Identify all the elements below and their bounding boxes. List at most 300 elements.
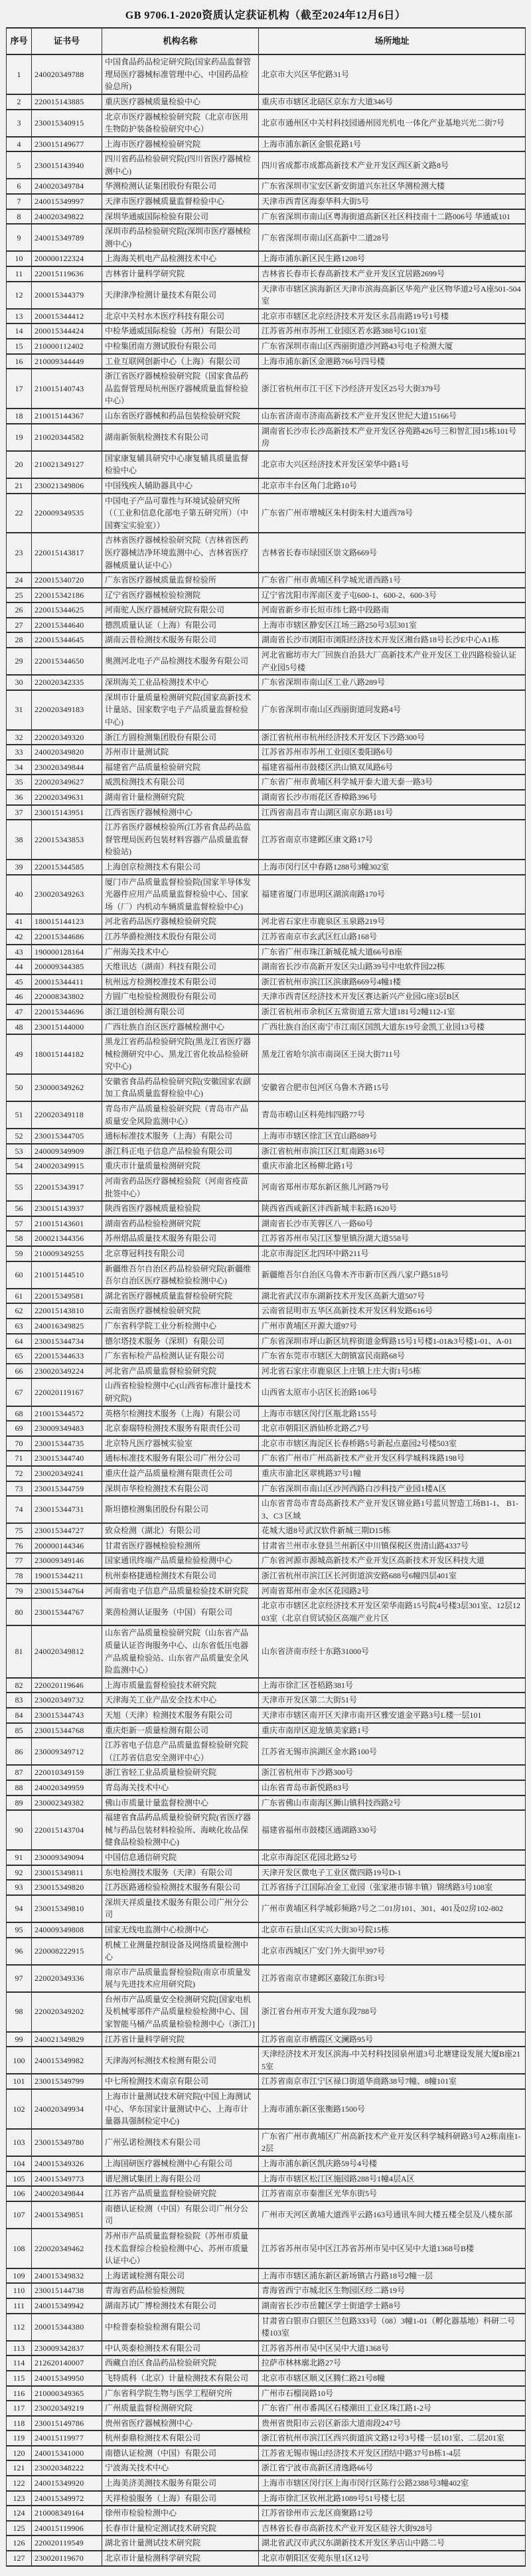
cell-address: 山东省青岛市青岛高新技术产业开发区锦业路1号蓝贝智造工场B1-1、 B1-3、C3 区域 — [259, 1496, 526, 1523]
cell-address: 贵州省贵阳市云岩区新添大道南段247号 — [259, 2416, 526, 2431]
cell-address: 广东省广州市黄埔区广州高新技术产业开发区科学城科研路3号A2栋南座1-2层 — [259, 2129, 526, 2156]
cell-index: 65 — [7, 1348, 32, 1364]
table-row — [7, 588, 526, 603]
cell-certificate-number: 220015143704 — [32, 1810, 102, 1850]
cell-index: 84 — [7, 1708, 32, 1723]
table-row — [7, 1625, 526, 1677]
cell-certificate-number: 200009344385 — [32, 959, 102, 974]
cell-certificate-number: 230015340915 — [32, 110, 102, 137]
cell-index: 75 — [7, 1523, 32, 1538]
cell-index: 120 — [7, 2446, 32, 2461]
cell-certificate-number: 230009349146 — [32, 1553, 102, 1568]
cell-address: 广州市黄埔区科学城彩频路7号之二01房101、301、401及02房102-802 — [259, 1895, 526, 1922]
cell-index: 60 — [7, 1261, 32, 1289]
table-row — [7, 1451, 526, 1466]
table-row — [7, 1334, 526, 1349]
cell-certificate-number: 220015344696 — [32, 1004, 102, 1020]
cell-certificate-number: 200015344379 — [32, 282, 102, 309]
cell-index: 73 — [7, 1481, 32, 1497]
table-row — [7, 1795, 526, 1811]
cell-index: 64 — [7, 1334, 32, 1349]
cell-index: 116 — [7, 2386, 32, 2401]
cell-certificate-number: 230015344768 — [32, 1723, 102, 1738]
cell-certificate-number: 220020342335 — [32, 675, 102, 690]
cell-certificate-number: 230015349820 — [32, 1880, 102, 1895]
table-row — [7, 1074, 526, 1101]
cell-certificate-number: 230015143937 — [32, 1201, 102, 1216]
cell-index: 26 — [7, 602, 32, 618]
cell-index: 106 — [7, 2186, 32, 2201]
cell-index: 78 — [7, 1568, 32, 1584]
cell-institution-name: 中检华通威国际检验（苏州）有限公司 — [102, 323, 259, 339]
cell-certificate-number: 230020349224 — [32, 1364, 102, 1379]
cell-institution-name: 斯坦德检测集团股份有限公司 — [102, 1496, 259, 1523]
cell-certificate-number: 230020349263 — [32, 875, 102, 915]
table-row — [7, 2268, 526, 2284]
cell-certificate-number: 240020349915 — [32, 1158, 102, 1174]
cell-address: 湖南省长沙市浏阳市浏阳经济技术开发区湘台路18号长沙E中心A1栋 — [259, 632, 526, 648]
cell-index: 18 — [7, 409, 32, 424]
cell-certificate-number: 240015349950 — [32, 2371, 102, 2386]
cell-institution-name: 广东省医疗器械质量监督检验所 — [102, 573, 259, 588]
cell-index: 87 — [7, 1765, 32, 1780]
cell-index: 109 — [7, 2268, 32, 2284]
cell-index: 5 — [7, 151, 32, 179]
table-row — [7, 494, 526, 533]
cell-index: 93 — [7, 1880, 32, 1895]
cell-institution-name: 山东省医疗器械和药品包装检验研究院 — [102, 409, 259, 424]
cell-institution-name: 北京中关村水木医疗科技有限公司 — [102, 309, 259, 324]
cell-institution-name: 上海市计量测试技术研究院(中国上海测试中心、华东国家计量测试中心、上海市计量器具强制检定中心) — [102, 2089, 259, 2129]
cell-index: 69 — [7, 1421, 32, 1436]
cell-index: 79 — [7, 1584, 32, 1599]
cell-institution-name: 甘肃省医疗器械检验检测所 — [102, 1538, 259, 1554]
cell-address: 天津市西青区经济技术开发区赛达新兴产业园G座3层B区 — [259, 989, 526, 1004]
cell-address: 湖南省长沙市高新开发区尖山路39号中电软件园22栋 — [259, 959, 526, 974]
cell-institution-name: 上海市质量监督检验技术研究院 — [102, 1678, 259, 1693]
cell-address: 北京市石景山区实兴大街30号院15栋 — [259, 1922, 526, 1938]
table-row — [7, 573, 526, 588]
cell-address: 浙江省宁波市高新区清逸路66号 — [259, 2460, 526, 2476]
cell-index: 13 — [7, 309, 32, 324]
cell-institution-name: 谱尼测试集团上海有限公司 — [102, 2171, 259, 2187]
cell-certificate-number: 230015344743 — [32, 1708, 102, 1723]
cell-address: 河北省石家庄市鹿泉区玉泉路219号 — [259, 914, 526, 929]
table-row — [7, 618, 526, 633]
cell-institution-name: 杭州远方检测校准技术有限公司 — [102, 974, 259, 990]
cell-address: 福建省厦门市思明区湖滨南路170号 — [259, 875, 526, 915]
cell-index: 92 — [7, 1865, 32, 1881]
table-row — [7, 820, 526, 860]
cell-address: 江苏省苏州市吴中区吴中大道1368号 — [259, 2341, 526, 2356]
cell-certificate-number: 230015349810 — [32, 1895, 102, 1922]
table-row — [7, 1231, 526, 1246]
cell-certificate-number: 200015344380 — [32, 2314, 102, 2341]
cell-institution-name: 飞特质科（北京）计量检测技术有限公司 — [102, 2371, 259, 2386]
cell-index: 38 — [7, 820, 32, 860]
cell-certificate-number: 200000144346 — [32, 1538, 102, 1554]
cell-institution-name: 湖北省计量测试技术研究院 — [102, 2535, 259, 2551]
cell-address: 北京市西城区广安门外大街甲397号 — [259, 1938, 526, 1965]
cell-address: 河南省郑州市金水区花园路2号 — [259, 1584, 526, 1599]
cell-address: 广东省深圳市南山区西丽街道同发路4号 — [259, 690, 526, 730]
cell-index: 49 — [7, 1034, 32, 1074]
cell-address: 北京市市辖区北京经济技术开发区荣华南路15号院4号楼3层301室、12层1203室（北京自贸试验区高端产业片区 — [259, 1598, 526, 1625]
cell-certificate-number: 220020349462 — [32, 2229, 102, 2268]
cell-address: 江苏省苏州市苏州工业园区若水路388号G101室 — [259, 323, 526, 339]
table-row — [7, 137, 526, 152]
table-row — [7, 1738, 526, 1765]
cell-address: 广东省深圳市南山区工业八路289号 — [259, 675, 526, 690]
cell-address: 山东省济南市济南高新技术产业开发区世纪大道15166号 — [259, 409, 526, 424]
cell-institution-name: 德凯质量认证（上海）有限公司 — [102, 618, 259, 633]
cell-institution-name: 工业互联网创新中心（上海）有限公司 — [102, 354, 259, 369]
cell-address: 北京市海淀区花园北路52号 — [259, 1850, 526, 1865]
cell-index: 29 — [7, 648, 32, 675]
cell-certificate-number: 220010349159 — [32, 1765, 102, 1780]
cell-address: 广东省广州市增城区朱村街朱村大道西78号 — [259, 494, 526, 533]
cell-index: 59 — [7, 1246, 32, 1261]
cell-certificate-number: 230015149786 — [32, 2416, 102, 2431]
cell-address: 广东省深圳市坪山新区坑梓街道金辉路15号1号楼1-01&3号楼1-01、A-01 — [259, 1334, 526, 1349]
table-row — [7, 760, 526, 775]
cell-institution-name: 浙江省轻工业品质量检验研究院 — [102, 1765, 259, 1780]
cell-certificate-number: 240015349997 — [32, 194, 102, 209]
cell-institution-name: 上海创京检测技术有限公司 — [102, 860, 259, 875]
cell-address: 山西省太原市小店区长治路106号 — [259, 1378, 526, 1406]
cell-address: 天津经济技术开发区滨海-中关村科技园泉州道3号北塘建设发展大厦B座215室 — [259, 2047, 526, 2074]
cell-institution-name: 南德认证检测（中国）有限公司 — [102, 2446, 259, 2461]
cell-institution-name: 奥测河北电子产品检测技术服务有限公司 — [102, 648, 259, 675]
cell-address: 江苏省扬子江国际冶金工业园（张家港市锦丰镇）锦绣路3号108室 — [259, 1880, 526, 1895]
cell-index: 102 — [7, 2089, 32, 2129]
cell-index: 89 — [7, 1795, 32, 1811]
cell-index: 97 — [7, 1965, 32, 1992]
cell-address: 广东省深圳市南山区高新中二道28号 — [259, 224, 526, 251]
cell-index: 44 — [7, 959, 32, 974]
cell-index: 45 — [7, 974, 32, 990]
cell-institution-name: 国家通讯终端产品质量检验检测中心 — [102, 1553, 259, 1568]
cell-address: 湖南省长沙市雨花区香樟路396号 — [259, 790, 526, 805]
cell-index: 17 — [7, 369, 32, 409]
cell-address: 浙江省杭州市滨江区西兴街道滨文路12号3号楼一层101室、二层201室 — [259, 2431, 526, 2446]
cell-certificate-number: 220008222915 — [32, 1938, 102, 1965]
cell-institution-name: 江西省医疗器械检测中心 — [102, 805, 259, 820]
cell-certificate-number: 240015349942 — [32, 2298, 102, 2314]
cell-certificate-number: 240015341000 — [32, 2446, 102, 2461]
cell-index: 55 — [7, 1174, 32, 1201]
cell-certificate-number: 230020349219 — [32, 2401, 102, 2416]
cell-index: 99 — [7, 2032, 32, 2047]
table-row — [7, 2089, 526, 2129]
table-row — [7, 110, 526, 137]
cell-address: 四川省成都市成都高新技术产业开发区西区新文路8号 — [259, 151, 526, 179]
table-row — [7, 1598, 526, 1625]
table-row — [7, 1922, 526, 1938]
table-row — [7, 1723, 526, 1738]
table-row — [7, 1965, 526, 1992]
cell-index: 61 — [7, 1289, 32, 1304]
cell-address: 广东省河源市源城高新技术产业开发区高新技术开发区科技大道 — [259, 1553, 526, 1568]
table-row — [7, 2186, 526, 2201]
cell-address: 河南省郑州市郑东新区熊儿河路79号 — [259, 1174, 526, 1201]
cell-address: 河南省新乡市长垣市纬七路中段路南 — [259, 602, 526, 618]
table-row — [7, 2446, 526, 2461]
cell-institution-name: 湖北省医疗器械质量监督检验研究院 — [102, 1289, 259, 1304]
table-row — [7, 1865, 526, 1881]
cell-certificate-number: 240020349784 — [32, 179, 102, 194]
cell-certificate-number: 220015344645 — [32, 632, 102, 648]
cell-address: 河北省石家庄市鹿泉区上庄镇上庄大街1号5栋 — [259, 1364, 526, 1379]
table-row — [7, 1553, 526, 1568]
cell-certificate-number: 220020349320 — [32, 730, 102, 745]
cell-address: 广东省深圳市南山区沙河西路白沙科技产业园1楼A区 — [259, 1481, 526, 1497]
cell-index: 57 — [7, 1216, 32, 1232]
cell-index: 14 — [7, 323, 32, 339]
cell-certificate-number: 240009349909 — [32, 1144, 102, 1159]
cell-address: 辽宁省沈阳市浑南区麦子屯600-1、600-2、600-3号 — [259, 588, 526, 603]
table-row — [7, 251, 526, 266]
cell-institution-name: 重庆仕益产品质量检测有限责任公司 — [102, 1466, 259, 1481]
cell-address: 福建省福州市鼓楼区洪山镇双凤路6号 — [259, 760, 526, 775]
table-row — [7, 1938, 526, 1965]
cell-index: 104 — [7, 2156, 32, 2171]
cell-institution-name: 北京尊冠科技有限公司 — [102, 1246, 259, 1261]
cell-certificate-number: 220020119167 — [32, 1378, 102, 1406]
cell-address: 甘肃省白银市白银区兰包路333号（08）3幢1-01（孵化器基地）科研二号楼103室 — [259, 2314, 526, 2341]
cell-address: 天津市市辖区南开区天津市南开区雅安道金平路3号L楼一层101 — [259, 1708, 526, 1723]
cell-institution-name: 陕西省医疗器械质量检验院 — [102, 1201, 259, 1216]
table-row — [7, 194, 526, 209]
cell-certificate-number: 230015344727 — [32, 1523, 102, 1538]
cell-institution-name: 东电检测技术服务（天津）有限公司 — [102, 1865, 259, 1881]
cell-certificate-number: 210000112402 — [32, 339, 102, 354]
cell-certificate-number: 210008349164 — [32, 2506, 102, 2521]
cell-institution-name: 南京市产品质量监督检验院(南京市质量发展与先进技术应用研究院) — [102, 1965, 259, 1992]
cell-index: 122 — [7, 2476, 32, 2491]
table-header-row — [7, 28, 526, 54]
cell-address: 北京市通州区中关村科技园通州园光机电一体化产业基地兴光二街7号 — [259, 110, 526, 137]
cell-address: 江苏省南京市秦淮区光华东街5号 — [259, 2186, 526, 2201]
cell-address: 湖南省长沙市芙蓉区八一路60号 — [259, 1216, 526, 1232]
cell-index: 83 — [7, 1693, 32, 1708]
column-header-institution: 机构名称 — [102, 28, 259, 54]
cell-address: 湖南省长沙市长沙高新技术产业开发区谷苑路426号三和智汇园15栋101号房 — [259, 424, 526, 451]
cell-address: 广东省广州市黄埔区科学城光谱西路1号 — [259, 573, 526, 588]
table-row — [7, 2201, 526, 2229]
cell-index: 30 — [7, 675, 32, 690]
cell-certificate-number: 210015344572 — [32, 1406, 102, 1422]
cell-certificate-number: 240020349844 — [32, 2186, 102, 2201]
cell-certificate-number: 230020348222 — [32, 2460, 102, 2476]
cell-certificate-number: 230015344759 — [32, 1481, 102, 1497]
cell-index: 8 — [7, 209, 32, 225]
cell-institution-name: 中国残疾人辅助器具中心 — [102, 478, 259, 494]
table-row — [7, 1246, 526, 1261]
table-row — [7, 1992, 526, 2032]
cell-institution-name: 上海国研医疗器械检测中心有限公司 — [102, 2156, 259, 2171]
cell-certificate-number: 230020349844 — [32, 760, 102, 775]
table-row — [7, 730, 526, 745]
cell-institution-name: 佛山市质量计量监督检测中心 — [102, 1795, 259, 1811]
cell-index: 98 — [7, 1992, 32, 2032]
cell-institution-name: 深圳华通威国际检验有限公司 — [102, 209, 259, 225]
cell-index: 76 — [7, 1538, 32, 1554]
cell-address: 上海市浦东新区金银花路1号 — [259, 137, 526, 152]
table-row — [7, 775, 526, 790]
cell-address: 北京市丰台区角门北路10号 — [259, 478, 526, 494]
cell-index: 90 — [7, 1810, 32, 1850]
cell-institution-name: 天祥检验服务（上海）有限公司 — [102, 2491, 259, 2506]
cell-address: 上海市浦东新区凯庆路59号4号楼 — [259, 2156, 526, 2171]
cell-institution-name: 青岛市产品质量检验研究院（青岛市产品质量安全风险监测中心） — [102, 1101, 259, 1129]
cell-address: 江苏省南京市建邺区康文路17号 — [259, 820, 526, 860]
cell-certificate-number: 230015149677 — [32, 137, 102, 152]
cell-index: 10 — [7, 251, 32, 266]
cell-index: 68 — [7, 1406, 32, 1422]
cell-certificate-number: 220015340720 — [32, 573, 102, 588]
cell-index: 114 — [7, 2355, 32, 2371]
cell-certificate-number: 220015343917 — [32, 1174, 102, 1201]
cell-certificate-number: 230015344735 — [32, 1436, 102, 1451]
cell-index: 77 — [7, 1553, 32, 1568]
cell-institution-name: 致众检测（湖北）有限公司 — [102, 1523, 259, 1538]
cell-address: 广西壮族自治区南宁市江南区国凯大道东19号金凯工业园13号楼 — [259, 1020, 526, 1035]
table-row — [7, 424, 526, 451]
cell-certificate-number: 200015344412 — [32, 309, 102, 324]
cell-index: 115 — [7, 2371, 32, 2386]
cell-certificate-number: 230021349806 — [32, 478, 102, 494]
cell-index: 24 — [7, 573, 32, 588]
cell-index: 9 — [7, 224, 32, 251]
cell-address: 湖北省武汉市东湖新技术开发区高新大道507号 — [259, 1289, 526, 1304]
cell-index: 7 — [7, 194, 32, 209]
table-row — [7, 1421, 526, 1436]
table-row — [7, 1303, 526, 1319]
cell-index: 2 — [7, 94, 32, 110]
cell-institution-name: 深圳市华检检测技术有限公司 — [102, 1481, 259, 1497]
table-row — [7, 675, 526, 690]
cell-institution-name: 江苏省产品质量监督检验研究院 — [102, 2186, 259, 2201]
cell-certificate-number: 230015344705 — [32, 1129, 102, 1144]
cell-index: 11 — [7, 266, 32, 282]
cell-address: 广州市天河区黄埔大道西平云路163号通讯车间大楼五楼全层及八楼东部 — [259, 2201, 526, 2229]
table-row — [7, 1523, 526, 1538]
cell-index: 41 — [7, 914, 32, 929]
cell-address: 上海市浦东新区民生路1208号 — [259, 251, 526, 266]
table-row — [7, 2491, 526, 2506]
cell-address: 江苏省苏州市吴中区江苏省苏州市吴中区吴中大道1368号B楼 — [259, 2229, 526, 2268]
table-row — [7, 2431, 526, 2446]
table-row — [7, 1289, 526, 1304]
cell-certificate-number: 220020349118 — [32, 1101, 102, 1129]
cell-certificate-number: 240015349789 — [32, 224, 102, 251]
cell-index: 54 — [7, 1158, 32, 1174]
table-row — [7, 1406, 526, 1422]
column-header-certificate: 证书号 — [32, 28, 102, 54]
cell-certificate-number: 220020349627 — [32, 775, 102, 790]
cell-address: 上海市徐汇区苍梧路381号 — [259, 1678, 526, 1693]
cell-index: 101 — [7, 2074, 32, 2089]
cell-address: 北京市朝阳区酒仙桥北路乙7号 — [259, 1421, 526, 1436]
cell-certificate-number: 210009349255 — [32, 1246, 102, 1261]
cell-index: 62 — [7, 1303, 32, 1319]
cell-institution-name: 长春市计量检定测试技术研究院 — [102, 2521, 259, 2536]
cell-certificate-number: 210015144510 — [32, 1261, 102, 1289]
cell-index: 52 — [7, 1129, 32, 1144]
cell-institution-name: 湖南省计量检测研究院 — [102, 790, 259, 805]
cell-institution-name: 通标标准技术服务有限公司广州分公司 — [102, 1451, 259, 1466]
cell-address: 吉林省长春市长春高新技术产业开发区宜居路2699号 — [259, 266, 526, 282]
cell-certificate-number: 240015349920 — [32, 2476, 102, 2491]
cell-address: 江苏省苏州市吴江区黎里镇汾湖大道558号 — [259, 1231, 526, 1246]
cell-address: 江苏省南京市江宁区禄口街道华商路38号7幢、8幢101室 — [259, 2074, 526, 2089]
cell-address: 重庆市渝北区杨柳北路1号 — [259, 1158, 526, 1174]
table-row — [7, 929, 526, 945]
table-row — [7, 1584, 526, 1599]
cell-institution-name: 中认英泰检测技术有限公司 — [102, 2341, 259, 2356]
cell-index: 47 — [7, 1004, 32, 1020]
cell-index: 88 — [7, 1780, 32, 1795]
cell-index: 56 — [7, 1201, 32, 1216]
cell-institution-name: 天维讯达（湖南）科技有限公司 — [102, 959, 259, 974]
table-row — [7, 2283, 526, 2298]
table-row — [7, 690, 526, 730]
cell-index: 110 — [7, 2283, 32, 2298]
cell-institution-name: 北京市医疗器械检验研究院（北京市医用生物防护装备检验研究中心） — [102, 110, 259, 137]
cell-institution-name: 天津津净检测计量技术有限公司 — [102, 282, 259, 309]
cell-certificate-number: 240015349773 — [32, 2171, 102, 2187]
table-row — [7, 2535, 526, 2551]
cell-institution-name: 湖南云普检测技术服务有限公司 — [102, 632, 259, 648]
cell-institution-name: 国家无线电监测中心检测中心 — [102, 1922, 259, 1938]
cell-certificate-number: 230015344731 — [32, 1496, 102, 1523]
cell-index: 15 — [7, 339, 32, 354]
cell-index: 82 — [7, 1678, 32, 1693]
table-row — [7, 1810, 526, 1850]
cell-institution-name: 苏州市产品质量监督检验院（苏州市质量技术监督综合检验检测中心、苏州市质量认证中心） — [102, 2229, 259, 2268]
table-row — [7, 282, 526, 309]
cell-address: 上海市市辖区闵行区上海市闵行区陈行公路2388号3幢402室 — [259, 2476, 526, 2491]
table-row — [7, 1348, 526, 1364]
table-row — [7, 1201, 526, 1216]
cell-address: 江苏省南京市建邺区嘉陵江东街3号 — [259, 1965, 526, 1992]
cell-index: 23 — [7, 533, 32, 573]
cell-address: 广东省广州市黄埔区科学城开泰大道天泰一路3号 — [259, 775, 526, 790]
cell-index: 1 — [7, 54, 32, 94]
cell-institution-name: 徐州市检验检测中心 — [102, 2506, 259, 2521]
cell-institution-name: 中检集团南方测试股份有限公司 — [102, 339, 259, 354]
page-title: GB 9706.1-2020资质认定获证机构（截至2024年12月6日） — [125, 10, 406, 21]
cell-institution-name: 辽宁省医疗器械检验检测院 — [102, 588, 259, 603]
cell-address: 北京市大兴区经济技术开发区荣华中路1号 — [259, 451, 526, 478]
cell-address: 河北省廊坊市大厂回族自治县大厂高新技术产业开发区工业四路检验认证产业园5号楼 — [259, 648, 526, 675]
cell-certificate-number: 190000128164 — [32, 945, 102, 960]
cell-address: 重庆市渝北区翠桃路37号1幢 — [259, 1466, 526, 1481]
table-row — [7, 224, 526, 251]
cell-address: 上海市闵行区中春路1288号3幢302室 — [259, 860, 526, 875]
cell-institution-name: 国家康复辅具研究中心康复辅具质量监督检验中心 — [102, 451, 259, 478]
table-row — [7, 1466, 526, 1481]
cell-institution-name: 天津市医疗器械质量监督检验中心 — [102, 194, 259, 209]
table-row — [7, 2476, 526, 2491]
cell-index: 46 — [7, 989, 32, 1004]
cell-institution-name: 河北省药品医疗器械检验研究院 — [102, 914, 259, 929]
cell-index: 12 — [7, 282, 32, 309]
cell-institution-name: 安徽省食品药品检验研究院(安徽国家农副加工食品质量监督检验中心) — [102, 1074, 259, 1101]
cell-index: 117 — [7, 2401, 32, 2416]
cell-institution-name: 广州海关技术中心 — [102, 945, 259, 960]
